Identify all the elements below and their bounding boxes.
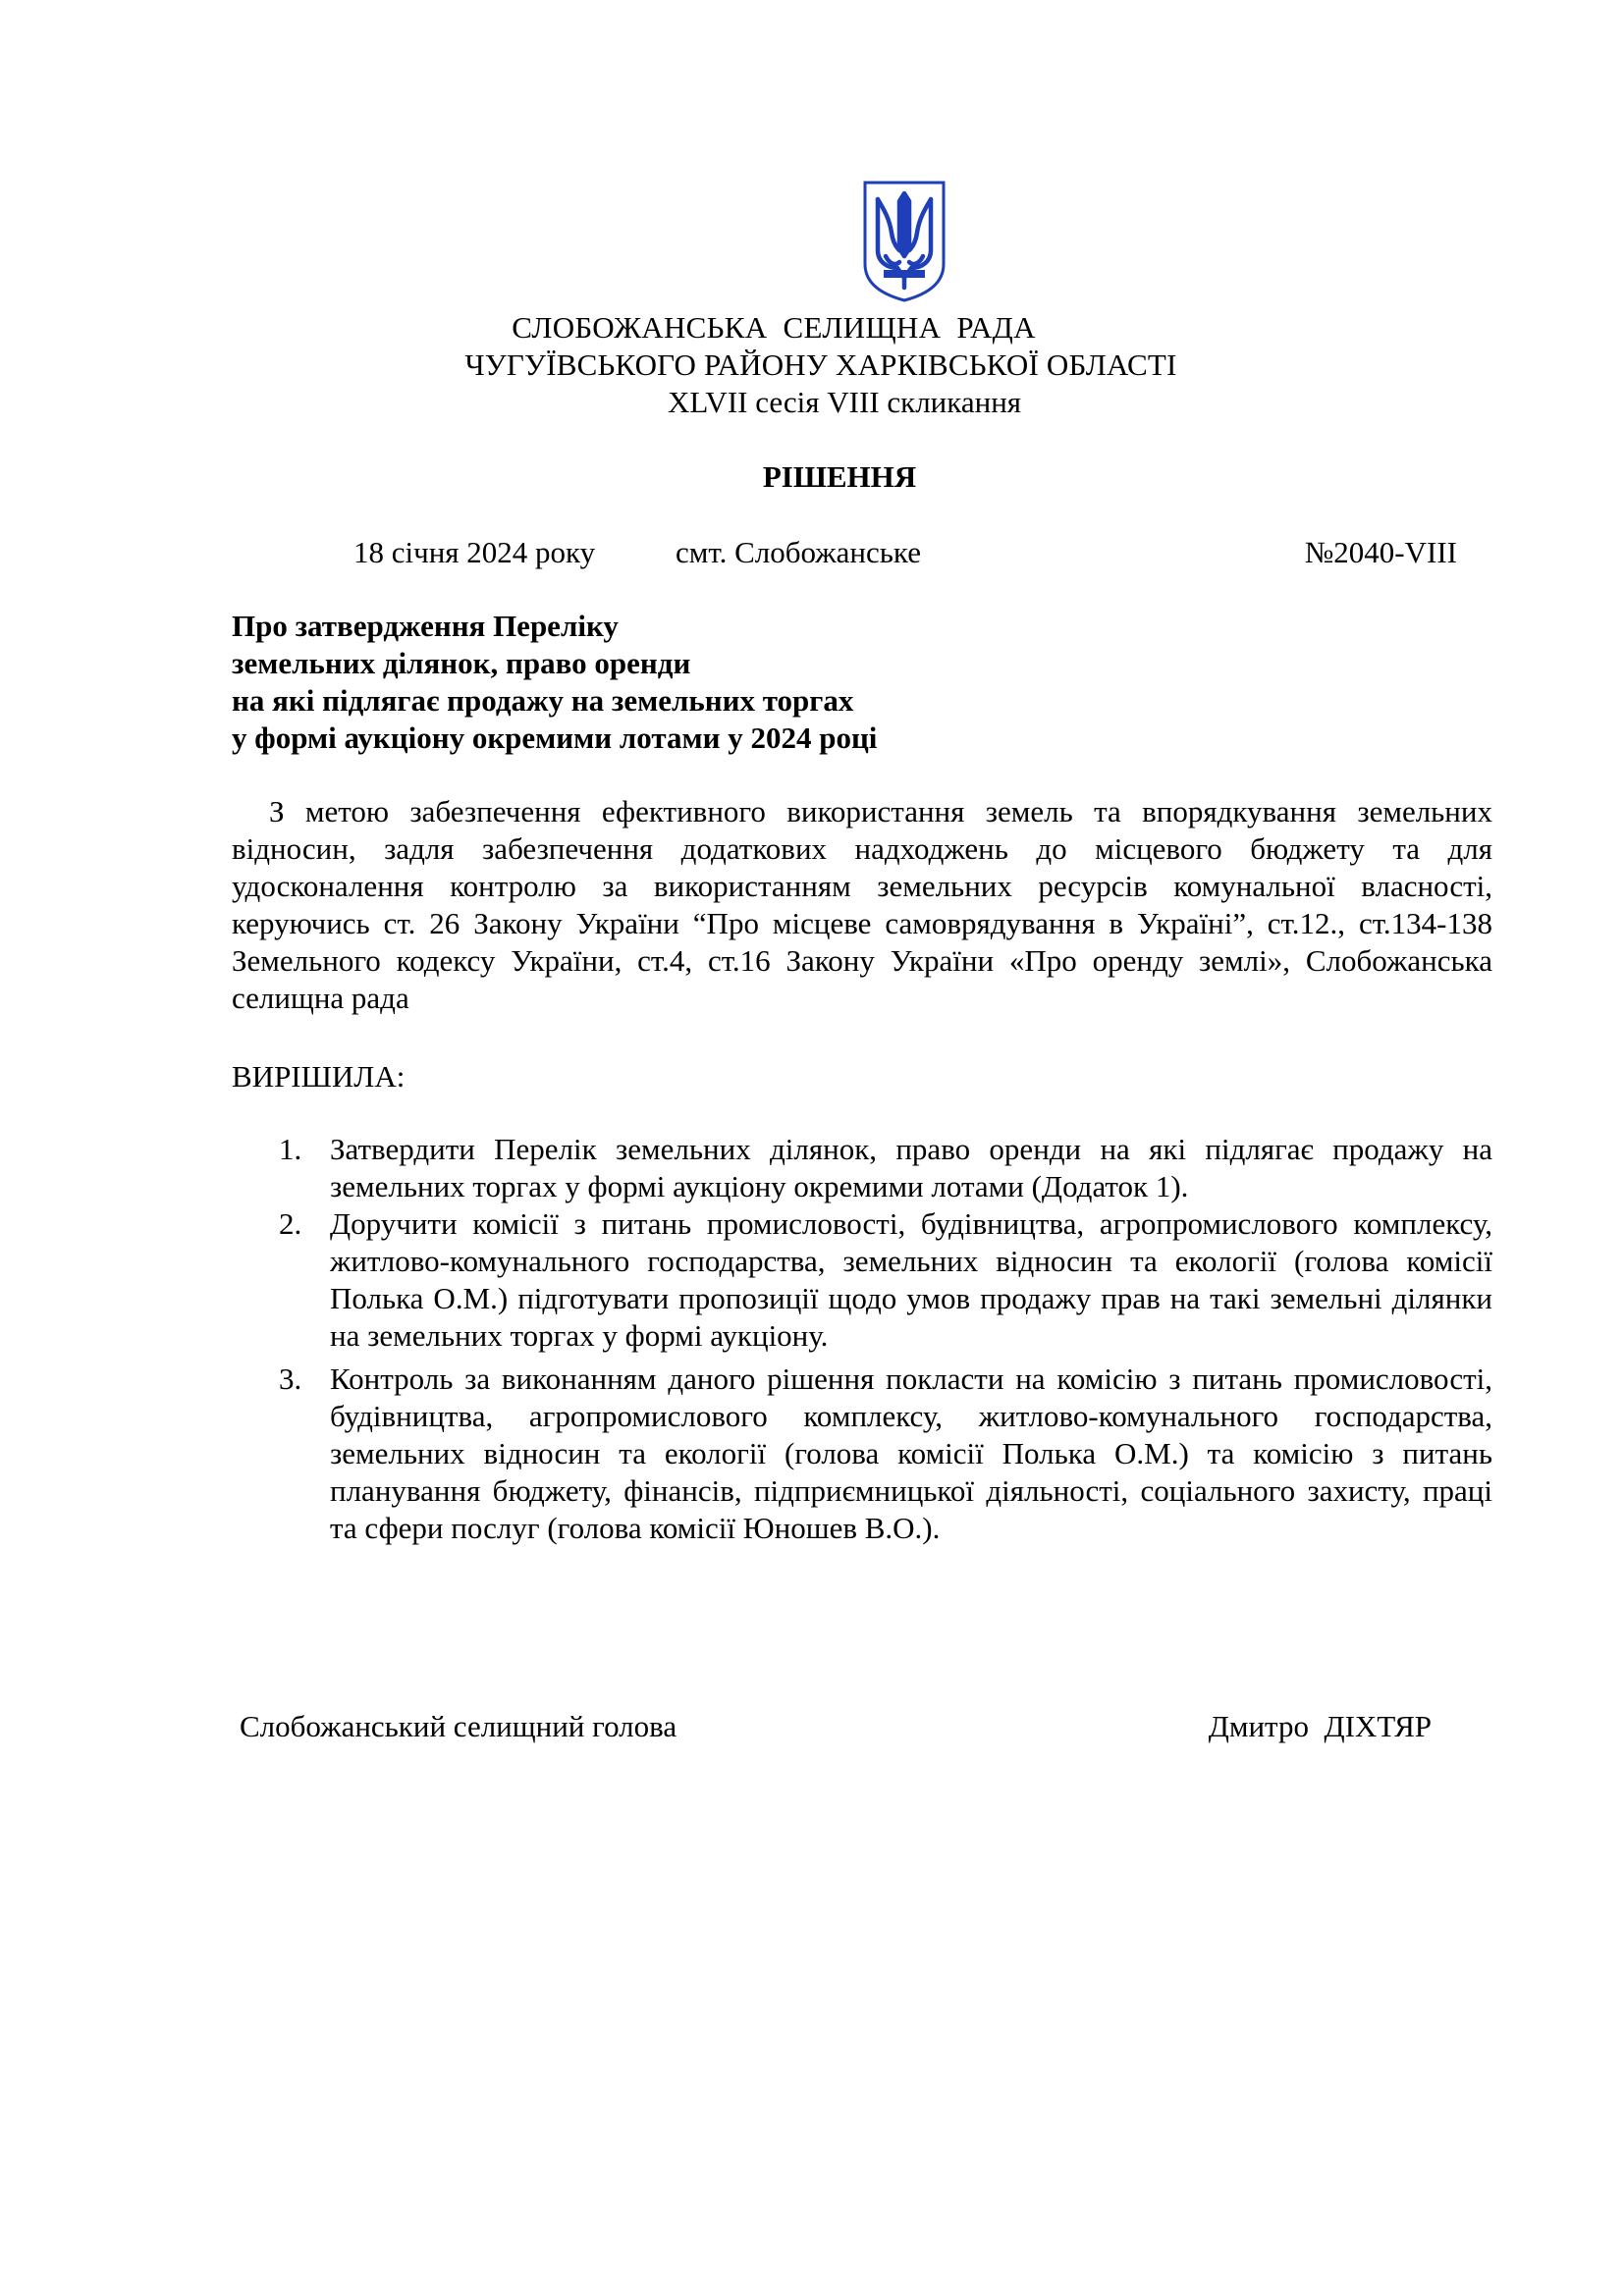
document-place: смт. Слобожанське bbox=[676, 535, 921, 569]
subject-line: у формі аукціону окремими лотами у 2024 році bbox=[232, 721, 878, 755]
subject-line: Про затвердження Переліку bbox=[232, 609, 619, 643]
decision-text: Контроль за виконанням даного рішення покласти на комісію з питань промисловості, будівництва, агропромислового комплексу, житлово-комунального господарства, земельних відносин та екології (голова комісії Полька О.М.) та комісію з питань планування бюджету, фінансів, підприємницької діяльності, соціального захисту, праці та сфери послуг (голова комісії Юношев В.О.). bbox=[330, 1362, 1492, 1545]
session-info: XLVII сесія VIII скликання bbox=[667, 385, 1022, 419]
decision-number: 3. bbox=[279, 1362, 302, 1396]
subject-line: земельних ділянок, право оренди bbox=[232, 646, 691, 680]
decision-item bbox=[275, 1205, 1492, 1355]
preamble-paragraph: З метою забезпечення ефективного використання земель та впорядкування земельних відносин, задля забезпечення додаткових надходжень до місцевого бюджету та для удосконалення контролю за використанням земельних ресурсів комунальної власності, керуючись ст. 26 Закону України “Про місцеве самоврядування в Україні”, ст.12., ст.134-138 Земельного кодексу України, ст.4, ст.16 Закону України «Про оренду землі», Слобожанська селищна рада bbox=[232, 794, 1492, 1015]
document-date: 18 січня 2024 року bbox=[353, 535, 596, 569]
decision-text: Затвердити Перелік земельних ділянок, право оренди на які підлягає продажу на земельних торгах у формі аукціону окремими лотами (Додаток 1). bbox=[330, 1132, 1492, 1203]
decision-number: 2. bbox=[279, 1206, 302, 1241]
ukraine-trident-coat-of-arms-icon bbox=[862, 180, 947, 303]
decision-item bbox=[275, 1361, 1492, 1547]
document-number: №2040-VIII bbox=[1304, 535, 1457, 569]
decision-text: Доручити комісії з питань промисловості, будівництва, агропромислового комплексу, житлово-комунального господарства, земельних відносин та екології (голова комісії Полька О.М.) підготувати пропозиції щодо умов продажу прав на такі земельні ділянки на земельних торгах у формі аукціону. bbox=[330, 1206, 1492, 1353]
decided-label: ВИРІШИЛА: bbox=[232, 1059, 406, 1094]
decision-number: 1. bbox=[279, 1132, 302, 1166]
district-region: ЧУГУЇВСЬКОГО РАЙОНУ ХАРКІВСЬКОЇ ОБЛАСТІ bbox=[464, 347, 1177, 382]
subject-line: на які підлягає продажу на земельних торгах bbox=[232, 683, 854, 718]
signatory-name: Дмитро ДІХТЯР bbox=[1208, 1709, 1432, 1743]
document-type-title: РІШЕННЯ bbox=[762, 459, 917, 494]
signatory-title: Слобожанський селищний голова bbox=[240, 1709, 677, 1743]
document-subject bbox=[232, 608, 877, 757]
decision-item bbox=[275, 1131, 1492, 1205]
decisions-list bbox=[275, 1131, 1492, 1547]
council-name: СЛОБОЖАНСЬКА СЕЛИЩНА РАДА bbox=[512, 310, 1036, 345]
